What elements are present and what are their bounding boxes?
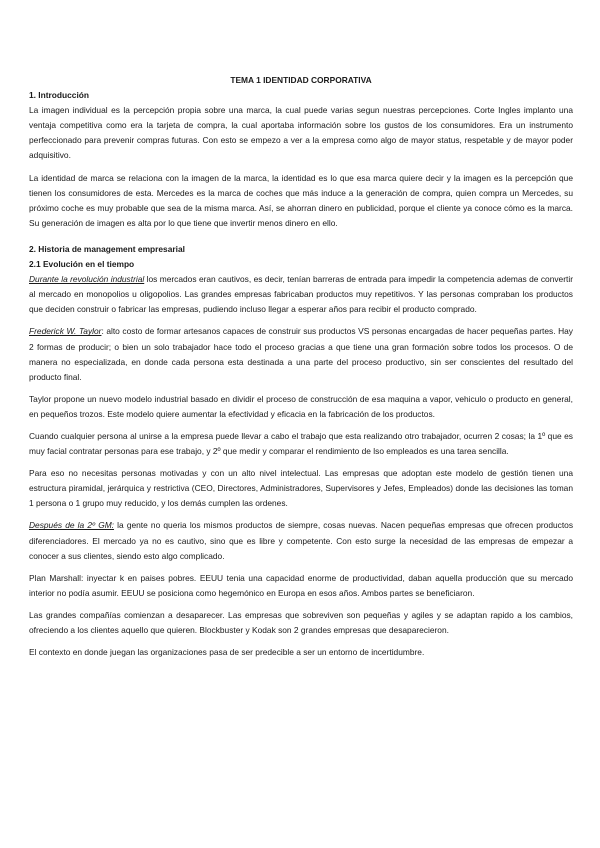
paragraph-taylor-4: Para eso no necesitas personas motivadas y con un alto nivel intelectual. Las empresas que adoptan este modelo de gestión tienen una estructura piramidal, jerárquica y restrictiva (CEO, Directores, Administradores, Supervisores y Jefes, Empleados) donde las decisiones las toman 1 persona o 1 grupo muy reducido, y los demás cumplen las ordenes. xyxy=(29,468,573,509)
paragraph-taylor-3: Cuando cualquier persona al unirse a la empresa puede llevar a cabo el trabajo que esta realizando otro trabajador, ocurren 2 cosas; la 1º que es muy facial contratar personas para ese trabajo, y 2º que medir y comparar el rendimiento de lso empleados es una tarea sencilla. xyxy=(29,430,573,457)
heading-historia: 2. Historia de management empresarial xyxy=(29,243,185,254)
lead-taylor: Frederick W. Taylor xyxy=(29,326,102,337)
paragraph-context: El contexto en donde juegan las organizaciones pasa de ser predecible a ser un entorno de incertidumbre. xyxy=(29,647,425,658)
lead-revolucion: Durante la revolución industrial xyxy=(29,274,145,285)
document-page xyxy=(29,73,573,667)
text-revolucion: los mercados eran cautivos, es decir, tenían barreras de entrada para impedir la competencia ademas de convertir al mercado en monopolios u oligopolios. Las grandes empresas fabricaban productos muy repetitivos. Y las personas compraban los productos que deciden construir o fabricar las empresas, pudiendo incluso llegar a esperar años para recibir el producto comprado. xyxy=(29,274,573,315)
paragraph-intro-1: La imagen individual es la percepción propia sobre una marca, la cual puede varias segun nuestras percepciones. Corte Ingles implanto una ventaja competitiva como era la tarjeta de compra, la cual aportaba información sobre los gustos de los consumidores. Era un instrumento perfeccionado para prevenir compras futuras. Con esto se empezo a ver a la empresa como algo de mayor status, respetable y de mayor poder adquisitivo. xyxy=(29,105,573,161)
paragraph-taylor-1 xyxy=(29,324,573,384)
paragraph-companies: Las grandes compañías comienzan a desaparecer. Las empresas que sobreviven son pequeñas y agiles y se adaptan rapido a los cambios, ofreciendo a los clientes aquello que quieren. Blockbuster y Kodak son 2 grandes empresas que desaparecieron. xyxy=(29,609,573,635)
paragraph-marshall: Plan Marshall: inyectar k en paises pobres. EEUU tenia una capacidad enorme de productividad, daban aquella producción que su mercado interior no podía asumir. EEUU se posiciona como hegemónico en Europa en esos años. Ambos partes se beneficiaron. xyxy=(29,572,573,598)
lead-gm: Después de la 2º GM: xyxy=(29,520,115,531)
heading-introduccion: 1. Introducción xyxy=(29,90,90,101)
text-taylor: : alto costo de formar artesanos capaces de construir sus productos VS personas encargadas de hacer pequeñas partes. Hay 2 formas de producir; o bien un solo trabajador hace todo el proceso gracias a que tiene una gran formación sobre todos los procesos. O de manera no especializada, en donde cada persona esta destinada a una parte del proceso productivo, sin ser conscientes del resultado del producto final. xyxy=(29,326,573,382)
paragraph-gm xyxy=(29,518,573,563)
text-gm: la gente no queria los mismos productos de siempre, cosas nuevas. Nacen pequeñas empresas que ofrecen productos diferenciadores. El mercado ya no es cautivo, sino que es libre y competente. Con esto surge la necesidad de las empresas de empezar a conocer a sus clientes, siendo esto algo complicado. xyxy=(29,520,574,561)
paragraph-taylor-2: Taylor propone un nuevo modelo industrial basado en dividir el proceso de construcción de esa maquina a vapor, vehiculo o producto en general, en pequeños trozos. Este modelo quiere aumentar la efectividad y eficacia en la fabricación de los productos. xyxy=(29,393,573,419)
paragraph-intro-2: La identidad de marca se relaciona con la imagen de la marca, la identidad es lo que esa marca quiere decir y la imagen es la percepción que tienen los consumidores de esta. Mercedes es la marca de coches que más induce a la generación de compra, quien compra un Mercedes, su próximo coche es muy probable que sea de la misma marca. Así, se ahorran dinero en publicidad, porque el cliente ya conoce cómo es la marca. Su generación de imagen es alta por lo que tiene que invertir menos dinero en ello. xyxy=(29,172,573,228)
document-title: TEMA 1 IDENTIDAD CORPORATIVA xyxy=(230,75,372,85)
paragraph-revolucion xyxy=(29,272,573,317)
heading-evolucion: 2.1 Evolución en el tiempo xyxy=(29,259,135,270)
